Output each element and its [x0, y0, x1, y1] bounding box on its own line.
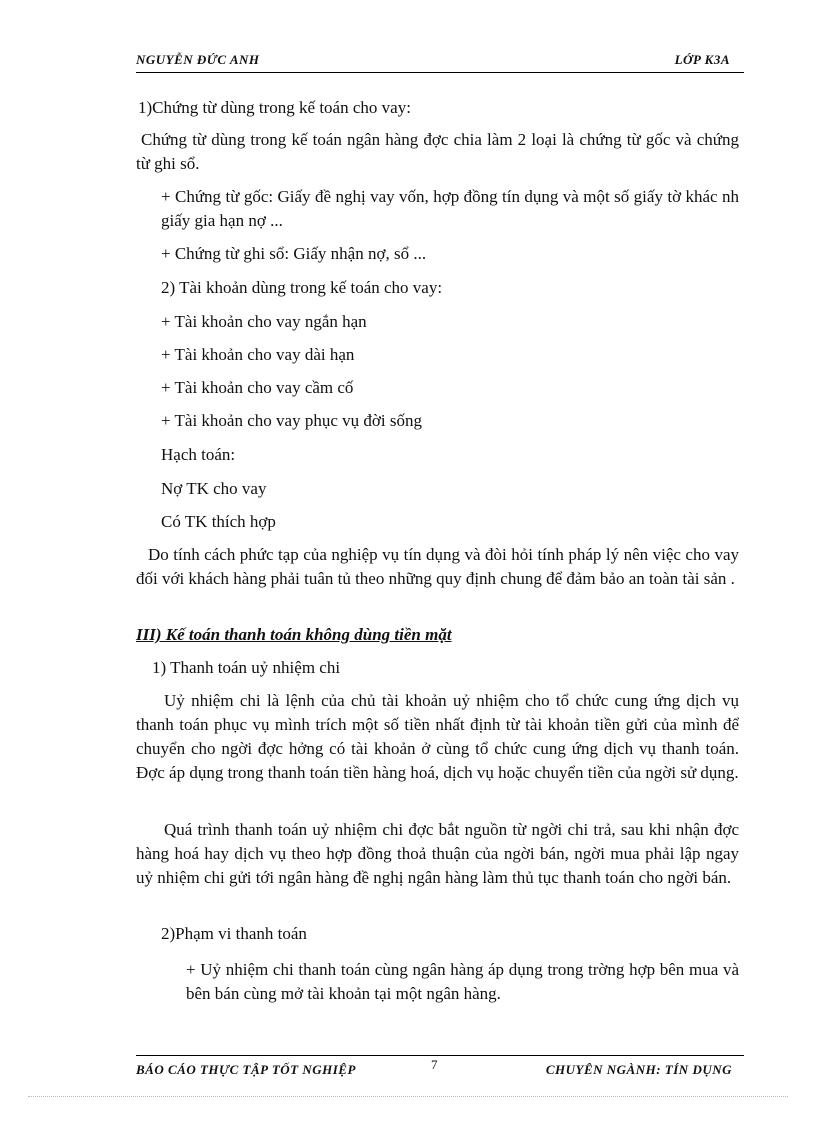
report-title: BÁO CÁO THỰC TẬP TỐT NGHIỆP — [136, 1062, 356, 1077]
bullet-living: + Tài khoản cho vay phục vụ đời sống — [161, 411, 422, 430]
page-footer — [136, 1055, 744, 1078]
heading-accounts: 2) Tài khoản dùng trong kế toán cho vay: — [161, 278, 443, 297]
bullet-original-docs: + Chứng từ gốc: Giấy đề nghị vay vốn, hợp đồng tín dụng và một số giấy tờ khác nh giấy gia hạn nợ ... — [161, 187, 739, 230]
bullet-long-term: + Tài khoản cho vay dài hạn — [161, 345, 355, 364]
author-name: NGUYỄN ĐỨC ANH — [136, 52, 260, 67]
credit-entry: Có TK thích hợp — [161, 512, 276, 531]
section-title-noncash: III) Kế toán thanh toán không dùng tiền mặt — [136, 625, 452, 644]
heading-documents: 1)Chứng từ dùng trong kế toán cho vay: — [138, 98, 411, 117]
bullet-ledger-docs: + Chứng từ ghi sổ: Giấy nhận nợ, sổ ... — [161, 244, 427, 263]
heading-payment-order: 1) Thanh toán uỷ nhiệm chi — [152, 658, 341, 677]
paragraph-payment-process: Quá trình thanh toán uỷ nhiệm chi đợc bắt nguồn từ ngời chi trả, sau khi nhận đợc hàng hoá hay dịch vụ theo hợp đồng thoả thuận của ngời bán, ngời mua phải lập ngay uỷ nhiệm chi gửi tới ngân hàng đề nghị ngân hàng làm thủ tục thanh toán cho ngời bán. — [136, 820, 739, 887]
paragraph-documents-intro: Chứng từ dùng trong kế toán ngân hàng đợc chia làm 2 loại là chứng từ gốc và chứng từ ghi sổ. — [136, 130, 739, 173]
page-bottom-divider — [28, 1096, 788, 1097]
page-header — [136, 50, 744, 73]
paragraph-payment-order-definition: Uỷ nhiệm chi là lệnh của chủ tài khoản uỷ nhiệm cho tổ chức cung ứng dịch vụ thanh toán phục vụ mình trích một số tiền nhất định từ tài khoản tiền gửi của mình để chuyển cho ngời đợc hởng có tài khoản ở cùng tổ chức cung ứng dịch vụ thanh toán. Đợc áp dụng trong thanh toán tiền hàng hoá, dịch vụ hoặc chuyển tiền của ngời sử dụng. — [136, 691, 739, 782]
page-number: 7 — [431, 1057, 438, 1072]
heading-scope: 2)Phạm vi thanh toán — [161, 924, 307, 943]
bullet-short-term: + Tài khoản cho vay ngắn hạn — [161, 312, 367, 331]
bullet-same-bank: + Uỷ nhiệm chi thanh toán cùng ngân hàng áp dụng trong trờng hợp bên mua và bên bán cùng mở tài khoản tại một ngân hàng. — [186, 960, 739, 1003]
paragraph-legal: Do tính cách phức tạp của nghiệp vụ tín dụng và đòi hỏi tính pháp lý nên việc cho vay đối với khách hàng phải tuân tủ theo những quy định chung để đảm bảo an toàn tài sản . — [136, 545, 739, 588]
major-name: CHUYÊN NGÀNH: TÍN DỤNG — [545, 1062, 732, 1077]
class-name: LỚP K3A — [674, 52, 730, 67]
bullet-pledge: + Tài khoản cho vay cầm cố — [161, 378, 354, 397]
debit-entry: Nợ TK cho vay — [161, 479, 267, 498]
accounting-label: Hạch toán: — [161, 445, 236, 464]
